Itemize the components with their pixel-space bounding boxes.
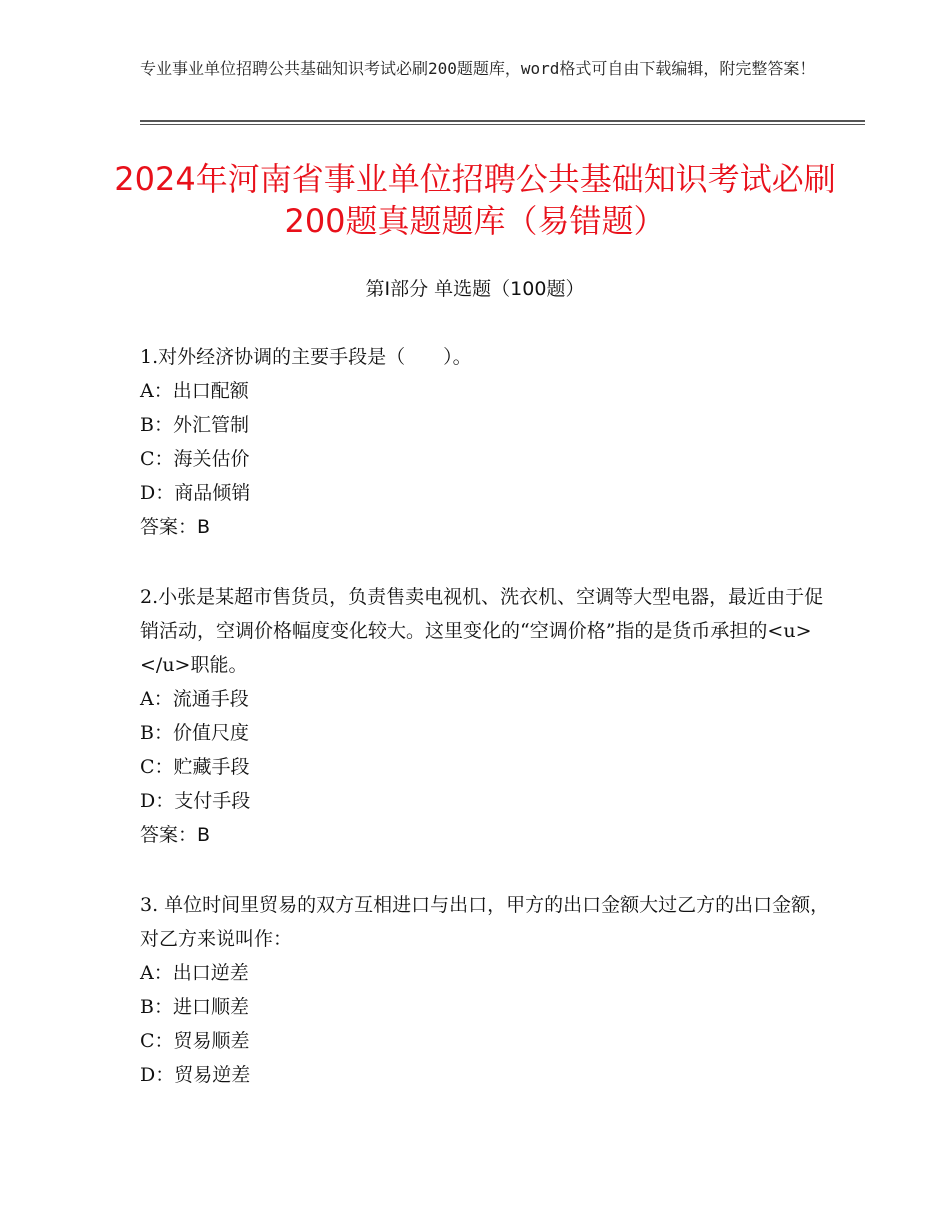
option-d: D：商品倾销 <box>140 482 251 504</box>
question-stem: 1.对外经济协调的主要手段是（ ）。 <box>140 346 472 368</box>
option-a: A：出口逆差 <box>140 962 249 984</box>
option-c: C：贮藏手段 <box>140 756 250 778</box>
header-note: 专业事业单位招聘公共基础知识考试必刷200题题库，word格式可自由下载编辑，附完整答案！ <box>140 59 816 78</box>
option-c: C：海关估价 <box>140 448 250 470</box>
option-c: C：贸易顺差 <box>140 1030 250 1052</box>
answer-line: 答案：B <box>140 824 211 846</box>
option-a: A：出口配额 <box>140 380 249 402</box>
option-b: B：价值尺度 <box>140 722 249 744</box>
option-b: B：进口顺差 <box>140 996 249 1018</box>
question-list <box>140 340 888 1128</box>
answer-line: 答案：B <box>140 516 211 538</box>
header-divider <box>140 120 865 125</box>
question-stem: 2.小张是某超市售货员，负责售卖电视机、洗衣机、空调等大型电器，最近由于促销活动，空调价格幅度变化较大。这里变化的“空调价格”指的是货币承担的<u> </u>职能。 <box>140 586 888 676</box>
option-d: D：支付手段 <box>140 790 251 812</box>
section-heading: 第Ⅰ部分 单选题（100题） <box>365 278 585 300</box>
question-item <box>140 888 830 1092</box>
question-item <box>140 340 830 544</box>
question-item <box>140 580 888 852</box>
option-d: D：贸易逆差 <box>140 1064 251 1086</box>
option-b: B：外汇管制 <box>140 414 249 436</box>
option-a: A：流通手段 <box>140 688 249 710</box>
document-title: 2024年河南省事业单位招聘公共基础知识考试必刷200题真题题库（易错题） <box>114 160 836 240</box>
question-stem: 3. 单位时间里贸易的双方互相进口与出口，甲方的出口金额大过乙方的出口金额，对乙方来说叫作： <box>140 894 830 950</box>
